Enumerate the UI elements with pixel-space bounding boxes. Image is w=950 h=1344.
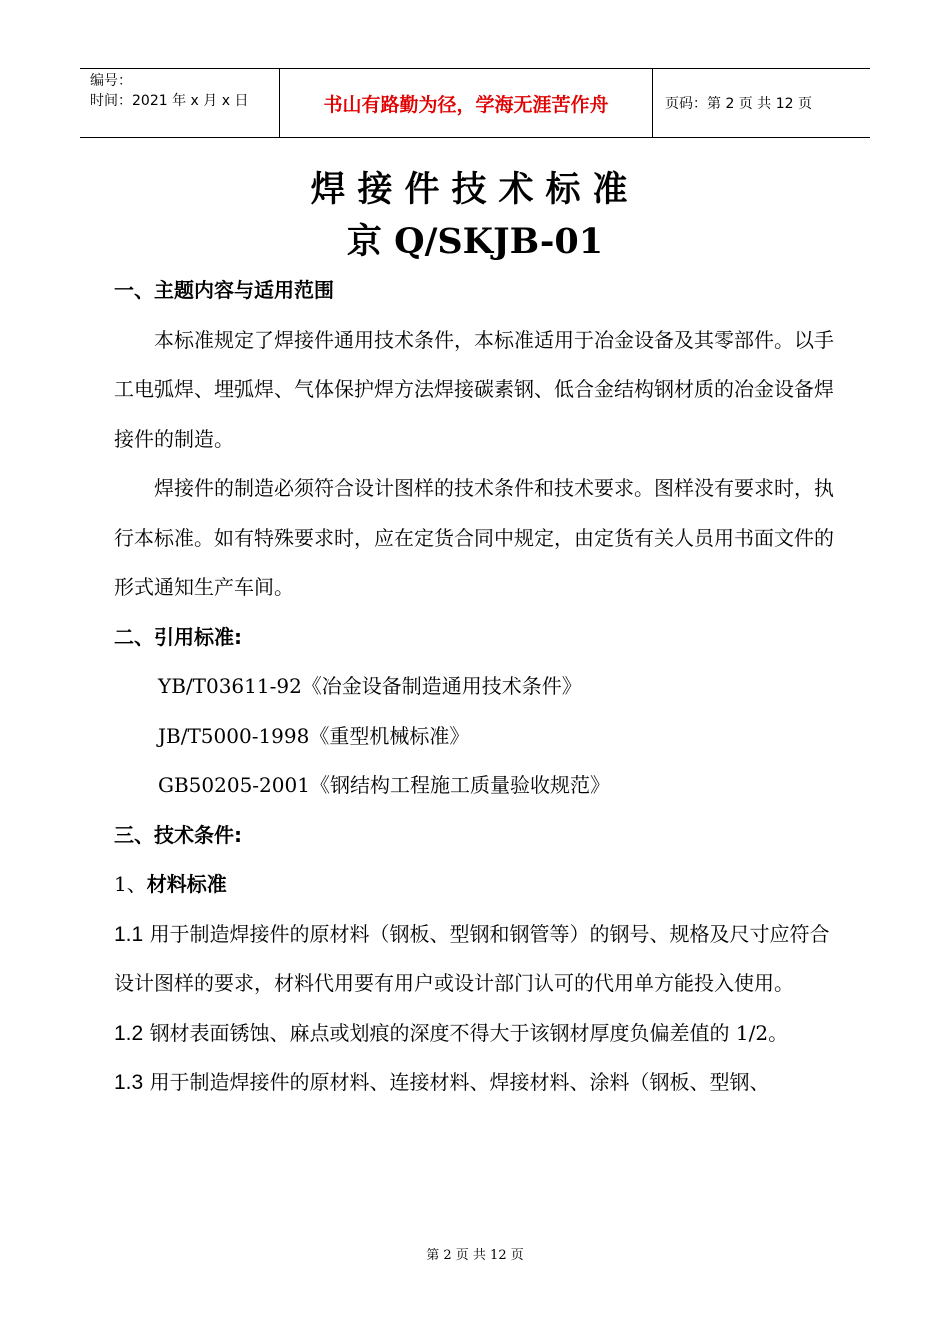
reference-item: JB/T5000-1998《重型机械标准》 [158, 723, 470, 748]
clause [114, 910, 840, 1009]
subsection-title: 材料标准 [146, 872, 227, 896]
section-heading-3: 三、技术条件: [114, 822, 242, 847]
document-code: 京 Q/SKJB-01 [346, 221, 604, 262]
subsection-heading [114, 860, 840, 910]
clause-number: 1.2 [114, 1021, 144, 1045]
clause [114, 1058, 840, 1108]
header-meta [80, 69, 280, 137]
subsection-number: 1、 [114, 872, 147, 896]
document-date: 时间：2021 年 x 月 x 日 [90, 93, 249, 109]
section-heading-1: 一、主题内容与适用范围 [114, 278, 334, 302]
clause-text: 钢材表面锈蚀、麻点或划痕的深度不得大于该钢材厚度负偏差值的 1/2。 [149, 1020, 789, 1045]
clause-number: 1.3 [114, 1071, 144, 1094]
reference-item: YB/T03611-92《冶金设备制造通用技术条件》 [158, 674, 582, 698]
paragraph: 焊接件的制造必须符合设计图样的技术条件和技术要求。图样没有要求时，执行本标准。如有特殊要求时，应在定货合同中规定，由定货有关人员用书面文件的形式通知生产车间。 [114, 476, 834, 599]
clause-number: 1.1 [114, 922, 144, 946]
section-heading-2: 二、引用标准: [114, 624, 242, 649]
header-page-info: 页码：第 2 页 共 12 页 [665, 96, 812, 112]
reference-item: GB50205-2001《钢结构工程施工质量验收规范》 [158, 773, 610, 797]
document-number-label: 编号： [90, 73, 132, 89]
clause-text: 用于制造焊接件的原材料、连接材料、焊接材料、涂料（钢板、型钢、 [149, 1070, 770, 1094]
page-header [80, 68, 870, 138]
header-motto: 书山有路勤为径，学海无涯苦作舟 [280, 69, 653, 137]
clause [114, 1009, 840, 1059]
page-footer: 第 2 页 共 12 页 [426, 1248, 524, 1263]
document-title: 焊接件技术标准 [310, 170, 640, 210]
paragraph: 本标准规定了焊接件通用技术条件，本标准适用于冶金设备及其零部件。以手工电弧焊、埋弧焊、气体保护焊方法焊接碳素钢、低合金结构钢材质的冶金设备焊接件的制造。 [114, 327, 834, 451]
clause-text: 用于制造焊接件的原材料（钢板、型钢和钢管等）的钢号、规格及尺寸应符合设计图样的要求，材料代用要有用户或设计部门认可的代用单方能投入使用。 [114, 921, 830, 995]
document-body [114, 266, 840, 1108]
